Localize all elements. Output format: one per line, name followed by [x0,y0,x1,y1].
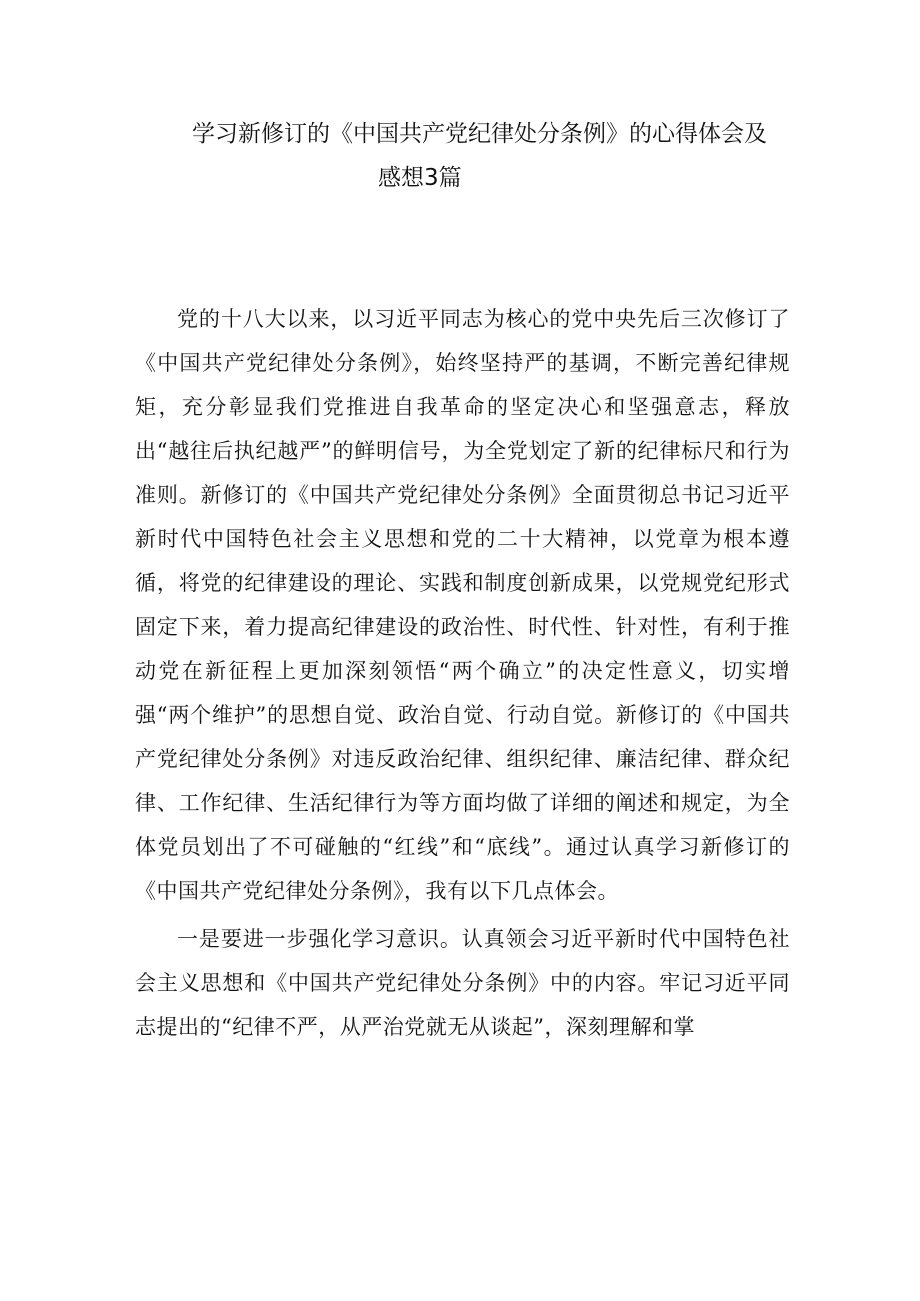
paragraph-intro: 党的十八大以来，以习近平同志为核心的党中央先后三次修订了《中国共产党纪律处分条例》，始终坚持严的基调，不断完善纪律规矩，充分彰显我们党推进自我革命的坚定决心和坚强意志，释放出“越往后执纪越严”的鲜明信号，为全党划定了新的纪律标尺和行为准则。新修订的《中国共产党纪律处分条例》全面贯彻总书记习近平新时代中国特色社会主义思想和党的二十大精神，以党章为根本遵循，将党的纪律建设的理论、实践和制度创新成果，以党规党纪形式固定下来，着力提高纪律建设的政治性、时代性、针对性，有利于推动党在新征程上更加深刻领悟“两个确立”的决定性意义，切实增强“两个维护”的思想自觉、政治自觉、行动自觉。新修订的《中国共产党纪律处分条例》对违反政治纪律、组织纪律、廉洁纪律、群众纪律、工作纪律、生活纪律行为等方面均做了详细的阐述和规定，为全体党员划出了不可碰触的“红线”和“底线”。通过认真学习新修订的《中国共产党纪律处分条例》，我有以下几点体会。 [135,307,790,903]
document-body [135,297,790,1053]
paragraph-point-one: 一是要进一步强化学习意识。认真领会习近平新时代中国特色社会主义思想和《中国共产党纪律处分条例》中的内容。牢记习近平同志提出的“纪律不严，从严治党就无从谈起”，深刻理解和掌 [135,927,790,1039]
document-title [150,112,830,200]
title-line-2: 感想3篇 [378,165,462,191]
title-line-1: 学习新修订的《中国共产党纪律处分条例》的心得体会及 [192,121,767,147]
